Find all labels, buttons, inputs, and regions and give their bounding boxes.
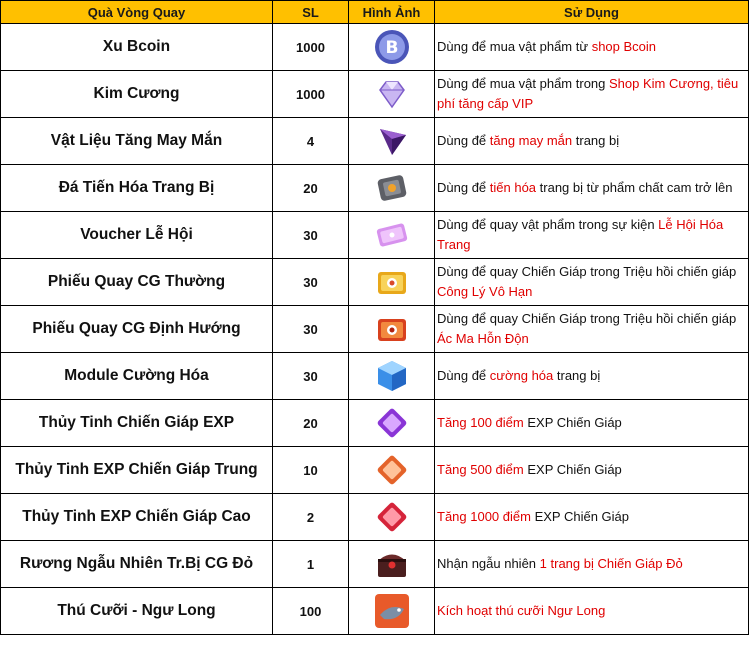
item-quantity: 30	[273, 306, 349, 353]
item-usage	[435, 447, 749, 494]
usage-highlight: Tăng 100 điểm	[437, 415, 524, 430]
table-row	[1, 71, 749, 118]
table-row	[1, 494, 749, 541]
item-image-cell	[349, 494, 435, 541]
directed-ticket-icon	[372, 309, 412, 349]
header-row	[1, 1, 749, 24]
usage-highlight: tiến hóa	[489, 180, 537, 195]
diamond-icon	[372, 74, 412, 114]
item-name: Rương Ngẫu Nhiên Tr.Bị CG Đỏ	[1, 541, 273, 588]
usage-highlight: Tăng 500 điểm	[437, 462, 524, 477]
item-usage	[435, 118, 749, 165]
usage-text: Nhận ngẫu nhiên	[437, 556, 540, 571]
enhance-module-icon	[372, 356, 412, 396]
item-quantity: 20	[273, 165, 349, 212]
item-name: Thủy Tinh EXP Chiến Giáp Cao	[1, 494, 273, 541]
table-row	[1, 400, 749, 447]
item-usage	[435, 306, 749, 353]
item-quantity: 10	[273, 447, 349, 494]
header-item: Quà Vòng Quay	[1, 1, 273, 24]
header-qty: SL	[273, 1, 349, 24]
table-row	[1, 165, 749, 212]
item-usage	[435, 353, 749, 400]
item-usage	[435, 400, 749, 447]
item-quantity: 1000	[273, 71, 349, 118]
usage-text: trang bị từ phẩm chất cam trở lên	[536, 180, 733, 195]
item-quantity: 1000	[273, 24, 349, 71]
usage-text: trang bị	[572, 133, 620, 148]
usage-highlight: Tăng 1000 điểm	[437, 509, 531, 524]
item-image-cell	[349, 118, 435, 165]
item-image-cell	[349, 541, 435, 588]
item-name: Phiếu Quay CG Định Hướng	[1, 306, 273, 353]
usage-text: EXP Chiến Giáp	[523, 462, 622, 477]
item-name: Kim Cương	[1, 71, 273, 118]
item-quantity: 1	[273, 541, 349, 588]
usage-text: EXP Chiến Giáp	[523, 415, 622, 430]
usage-highlight: cường hóa	[489, 368, 554, 383]
item-name: Module Cường Hóa	[1, 353, 273, 400]
item-name: Vật Liệu Tăng May Mắn	[1, 118, 273, 165]
item-usage	[435, 259, 749, 306]
usage-highlight: Ác Ma Hỗn Độn	[437, 331, 529, 346]
item-image-cell	[349, 212, 435, 259]
item-usage	[435, 541, 749, 588]
bcoin-coin-icon	[372, 27, 412, 67]
item-usage	[435, 212, 749, 259]
item-image-cell	[349, 259, 435, 306]
item-quantity: 20	[273, 400, 349, 447]
usage-text: Dùng để	[437, 133, 490, 148]
header-usage: Sử Dụng	[435, 1, 749, 24]
usage-highlight: 1 trang bị Chiến Giáp Đỏ	[539, 556, 683, 571]
item-quantity: 100	[273, 588, 349, 635]
item-quantity: 30	[273, 259, 349, 306]
evolution-stone-icon	[372, 168, 412, 208]
usage-highlight: Công Lý Vô Hạn	[437, 284, 533, 299]
item-image-cell	[349, 588, 435, 635]
item-image-cell	[349, 306, 435, 353]
item-usage	[435, 24, 749, 71]
orange-exp-crystal-icon	[372, 450, 412, 490]
usage-text: EXP Chiến Giáp	[530, 509, 629, 524]
fish-dragon-mount-icon	[372, 591, 412, 631]
table-row	[1, 212, 749, 259]
item-image-cell	[349, 400, 435, 447]
usage-text: Dùng để mua vật phẩm trong	[437, 76, 609, 91]
usage-text: Dùng để	[437, 180, 490, 195]
usage-text: Dùng để quay vật phẩm trong sự kiện	[437, 217, 659, 232]
festival-voucher-icon	[372, 215, 412, 255]
item-quantity: 30	[273, 212, 349, 259]
usage-text: Dùng để mua vật phẩm từ	[437, 39, 592, 54]
table-row	[1, 447, 749, 494]
usage-text: Dùng để quay Chiến Giáp trong Triệu hồi chiến giáp	[437, 264, 737, 279]
item-quantity: 30	[273, 353, 349, 400]
table-row	[1, 541, 749, 588]
table-row	[1, 306, 749, 353]
usage-text: trang bị	[553, 368, 601, 383]
random-chest-icon	[372, 544, 412, 584]
item-quantity: 4	[273, 118, 349, 165]
item-name: Xu Bcoin	[1, 24, 273, 71]
table-row	[1, 24, 749, 71]
usage-highlight: Lễ Hội Hóa Trang	[437, 217, 724, 252]
svg-text:B: B	[385, 38, 398, 58]
usage-text: Dùng để	[437, 368, 490, 383]
usage-highlight: shop Bcoin	[591, 39, 657, 54]
usage-highlight: Kích hoạt thú cưỡi Ngư Long	[437, 603, 606, 618]
item-quantity: 2	[273, 494, 349, 541]
usage-highlight: Shop Kim Cương, tiêu phí tăng cấp VIP	[437, 76, 739, 111]
normal-ticket-icon	[372, 262, 412, 302]
item-name: Voucher Lễ Hội	[1, 212, 273, 259]
item-image-cell	[349, 447, 435, 494]
item-name: Thú Cưỡi - Ngư Long	[1, 588, 273, 635]
item-image-cell	[349, 353, 435, 400]
item-usage	[435, 494, 749, 541]
table-row	[1, 353, 749, 400]
usage-text: Dùng để quay Chiến Giáp trong Triệu hồi chiến giáp	[437, 311, 737, 326]
item-usage	[435, 71, 749, 118]
item-image-cell	[349, 165, 435, 212]
usage-highlight: tăng may mắn	[489, 133, 573, 148]
item-image-cell	[349, 24, 435, 71]
item-name: Thủy Tinh EXP Chiến Giáp Trung	[1, 447, 273, 494]
red-exp-crystal-icon	[372, 497, 412, 537]
item-name: Đá Tiến Hóa Trang Bị	[1, 165, 273, 212]
header-image: Hình Ảnh	[349, 1, 435, 24]
luck-crystal-icon	[372, 121, 412, 161]
item-usage	[435, 588, 749, 635]
table-row	[1, 588, 749, 635]
table-row	[1, 118, 749, 165]
item-image-cell	[349, 71, 435, 118]
item-name: Phiếu Quay CG Thường	[1, 259, 273, 306]
table-row	[1, 259, 749, 306]
item-usage	[435, 165, 749, 212]
purple-exp-crystal-icon	[372, 403, 412, 443]
item-name: Thủy Tinh Chiến Giáp EXP	[1, 400, 273, 447]
